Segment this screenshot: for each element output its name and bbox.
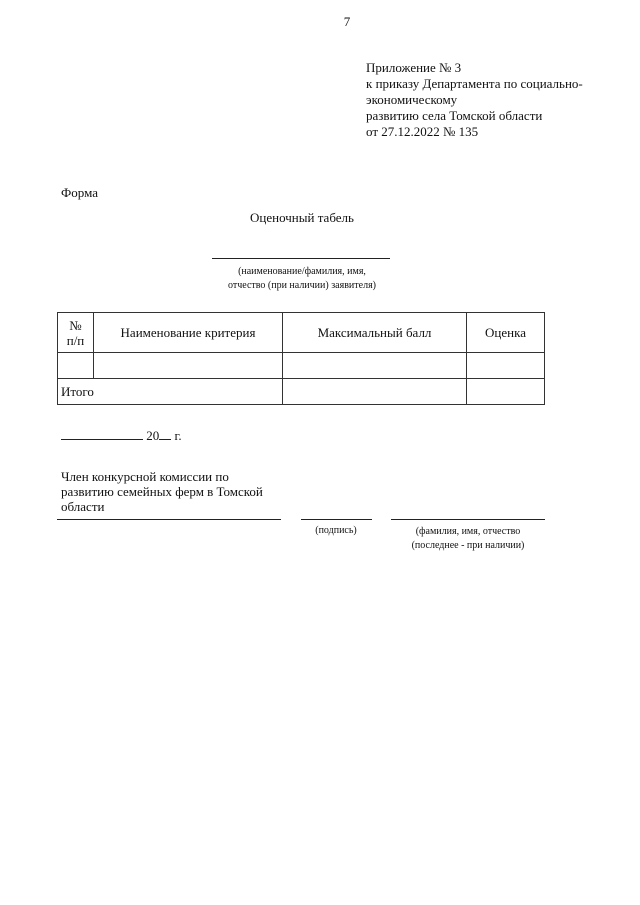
applicant-blank-line (212, 258, 390, 259)
form-label: Форма (61, 185, 98, 200)
page-number: 7 (343, 14, 351, 29)
date-line (61, 427, 182, 444)
table-header-row (58, 313, 545, 353)
name-caption-line: (фамилия, имя, отчество (415, 526, 521, 537)
appendix-line: к приказу Департамента по социально- (366, 76, 583, 91)
table-total-row (58, 379, 545, 405)
table-cell (58, 353, 94, 379)
name-caption-line: (последнее - при наличии) (411, 540, 525, 551)
date-year-suffix: г. (174, 428, 182, 443)
signature-caption: (подпись) (315, 525, 357, 536)
header-score: Оценка (467, 313, 545, 353)
header-number (58, 313, 94, 353)
commission-member-title (61, 469, 291, 514)
header-number-abbr: п/п (66, 332, 85, 348)
signature-line (301, 519, 372, 520)
date-year-blank (159, 427, 171, 440)
name-caption (396, 525, 540, 553)
table-cell (283, 379, 467, 405)
member-line: области (61, 499, 105, 514)
member-underline (57, 519, 281, 520)
table-cell (467, 353, 545, 379)
name-line (391, 519, 545, 520)
applicant-caption (200, 265, 404, 293)
appendix-line: развитию села Томской области (366, 108, 543, 123)
appendix-line: от 27.12.2022 № 135 (366, 124, 479, 139)
header-number-sign: № (69, 317, 82, 333)
applicant-caption-line: (наименование/фамилия, имя, (238, 266, 366, 277)
table-cell (94, 353, 283, 379)
appendix-header (366, 60, 626, 140)
header-max-score: Максимальный балл (283, 313, 467, 353)
date-blank (61, 427, 143, 440)
date-year-prefix: 20 (146, 428, 160, 443)
member-line: развитию семейных ферм в Томской (61, 484, 263, 499)
table-cell (283, 353, 467, 379)
table-row (58, 353, 545, 379)
member-line: Член конкурсной комиссии по (61, 469, 229, 484)
appendix-line: экономическому (366, 92, 458, 107)
document-title: Оценочный табель (250, 210, 354, 225)
applicant-caption-line: отчество (при наличии) заявителя) (227, 280, 377, 291)
total-label: Итого (58, 379, 283, 405)
appendix-line: Приложение № 3 (366, 60, 462, 75)
score-table (57, 312, 545, 405)
header-criterion: Наименование критерия (94, 313, 283, 353)
table-cell (467, 379, 545, 405)
